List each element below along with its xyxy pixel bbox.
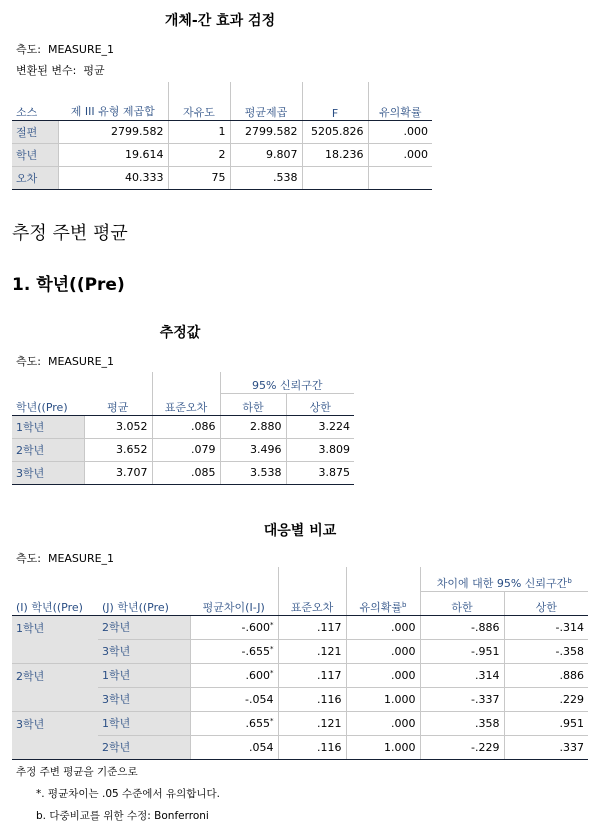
- cell-se: .079: [152, 438, 220, 461]
- row-label: 학년: [12, 143, 58, 166]
- cell-lower: -.337: [420, 687, 504, 711]
- transformed-label: 변환된 변수:: [16, 64, 77, 77]
- table-row: [12, 687, 588, 711]
- row-label: 2학년: [12, 438, 84, 461]
- table-row: [12, 415, 354, 438]
- cell-lower: .314: [420, 663, 504, 687]
- cell-diff: .655*: [190, 711, 278, 735]
- row-label-i: 3학년: [12, 711, 98, 759]
- cell-f: 5205.826: [302, 120, 368, 143]
- footnote-mark: b: [402, 600, 407, 609]
- table-row: [12, 711, 588, 735]
- cell-ss: 40.333: [58, 166, 168, 189]
- measure-label: 측도:: [16, 552, 41, 565]
- cell-se: .086: [152, 415, 220, 438]
- table-row: [12, 143, 432, 166]
- col-i: (I) 학년((Pre): [12, 591, 98, 615]
- t1-transformed: [16, 62, 105, 78]
- cell-se: .116: [278, 687, 346, 711]
- table-row: [12, 438, 354, 461]
- row-label-j: 3학년: [98, 687, 190, 711]
- cell-diff: .600*: [190, 663, 278, 687]
- row-label: 오차: [12, 166, 58, 189]
- measure-label: 측도:: [16, 43, 41, 56]
- cell-ss: 19.614: [58, 143, 168, 166]
- cell-sig: .000: [346, 639, 420, 663]
- row-label-j: 1학년: [98, 663, 190, 687]
- t1-title: 개체-간 효과 검정: [164, 13, 276, 29]
- cell-lower: -.886: [420, 615, 504, 639]
- row-label: 3학년: [12, 461, 84, 484]
- t2-measure: [16, 353, 114, 369]
- cell-upper: -.358: [504, 639, 588, 663]
- cell-upper: -.314: [504, 615, 588, 639]
- cell-lower: .358: [420, 711, 504, 735]
- table-row: [12, 735, 588, 759]
- table-row: [12, 120, 432, 143]
- cell-sig: .000: [346, 663, 420, 687]
- col-upper: 상한: [286, 393, 354, 415]
- cell-ms: 2799.582: [230, 120, 302, 143]
- col-ss: 제 III 유형 제곱합: [58, 82, 168, 120]
- row-label-j: 1학년: [98, 711, 190, 735]
- cell-se: .116: [278, 735, 346, 759]
- col-j: (J) 학년((Pre): [98, 591, 190, 615]
- row-label: 절편: [12, 120, 58, 143]
- t2-table: [12, 372, 354, 485]
- cell-upper: 3.224: [286, 415, 354, 438]
- row-label-j: 2학년: [98, 735, 190, 759]
- cell-se: .085: [152, 461, 220, 484]
- row-label-i: 1학년: [12, 615, 98, 663]
- footnote-bonferroni: b. 다중비교를 위한 수정: Bonferroni: [36, 810, 209, 822]
- table-row: [12, 663, 588, 687]
- cell-f: [302, 166, 368, 189]
- col-source: 소스: [12, 82, 58, 120]
- section-title: 추정 주변 평균: [12, 223, 128, 244]
- row-label-i: 2학년: [12, 663, 98, 711]
- table-row: [12, 461, 354, 484]
- t2-title: 추정값: [159, 325, 201, 341]
- row-label-j: 3학년: [98, 639, 190, 663]
- cell-ms: .538: [230, 166, 302, 189]
- col-f: F: [302, 82, 368, 120]
- col-upper: 상한: [504, 591, 588, 615]
- t1-table: [12, 82, 432, 190]
- cell-se: .121: [278, 711, 346, 735]
- t3-table: [12, 567, 588, 760]
- cell-mean: 3.707: [84, 461, 152, 484]
- cell-lower: 3.496: [220, 438, 286, 461]
- col-sig: 유의확률$^b$: [346, 591, 420, 615]
- cell-mean: 3.052: [84, 415, 152, 438]
- cell-lower: 2.880: [220, 415, 286, 438]
- col-ms: 평균제곱: [230, 82, 302, 120]
- cell-f: 18.236: [302, 143, 368, 166]
- cell-df: 75: [168, 166, 230, 189]
- col-diff: 평균차이(I-J): [190, 591, 278, 615]
- cell-mean: 3.652: [84, 438, 152, 461]
- cell-se: .121: [278, 639, 346, 663]
- cell-df: 2: [168, 143, 230, 166]
- measure-value: MEASURE_1: [47, 552, 115, 565]
- cell-upper: 3.875: [286, 461, 354, 484]
- col-df: 자유도: [168, 82, 230, 120]
- table-row: [12, 639, 588, 663]
- cell-se: .117: [278, 663, 346, 687]
- col-mean: 평균: [84, 393, 152, 415]
- measure-label: 측도:: [16, 355, 41, 368]
- measure-value: MEASURE_1: [47, 43, 115, 56]
- footnote-mark: b: [567, 576, 572, 585]
- t1-measure: [16, 41, 114, 57]
- col-ci: 차이에 대한 95% 신뢰구간$^b$: [420, 567, 588, 591]
- cell-diff: -.600*: [190, 615, 278, 639]
- col-group: 학년((Pre): [12, 393, 84, 415]
- footnote-basis: 추정 주변 평균을 기준으로: [16, 766, 138, 778]
- cell-upper: 3.809: [286, 438, 354, 461]
- cell-lower: 3.538: [220, 461, 286, 484]
- measure-value: MEASURE_1: [47, 355, 115, 368]
- col-sig: 유의확률: [368, 82, 432, 120]
- cell-sig: .000: [346, 615, 420, 639]
- cell-sig: .000: [368, 120, 432, 143]
- col-se: 표준오차: [152, 393, 220, 415]
- footnote-significance: *. 평균차이는 .05 수준에서 유의합니다.: [36, 788, 220, 800]
- t3-measure: [16, 550, 114, 566]
- cell-lower: -.229: [420, 735, 504, 759]
- col-ci: 95% 신뢰구간: [220, 372, 354, 393]
- cell-upper: .337: [504, 735, 588, 759]
- cell-upper: .229: [504, 687, 588, 711]
- cell-sig: 1.000: [346, 687, 420, 711]
- cell-ms: 9.807: [230, 143, 302, 166]
- subsection-title: 1. 학년((Pre): [12, 275, 125, 295]
- cell-upper: .951: [504, 711, 588, 735]
- cell-sig: .000: [346, 711, 420, 735]
- cell-diff: -.655*: [190, 639, 278, 663]
- cell-ss: 2799.582: [58, 120, 168, 143]
- col-lower: 하한: [220, 393, 286, 415]
- transformed-value: 평균: [83, 64, 105, 77]
- cell-lower: -.951: [420, 639, 504, 663]
- cell-sig: .000: [368, 143, 432, 166]
- table-row: [12, 166, 432, 189]
- cell-df: 1: [168, 120, 230, 143]
- cell-sig: 1.000: [346, 735, 420, 759]
- table-row: [12, 615, 588, 639]
- col-se: 표준오차: [278, 591, 346, 615]
- cell-sig: [368, 166, 432, 189]
- cell-upper: .886: [504, 663, 588, 687]
- t3-title: 대응별 비교: [263, 523, 337, 539]
- cell-diff: -.054: [190, 687, 278, 711]
- cell-se: .117: [278, 615, 346, 639]
- cell-diff: .054: [190, 735, 278, 759]
- row-label-j: 2학년: [98, 615, 190, 639]
- col-lower: 하한: [420, 591, 504, 615]
- row-label: 1학년: [12, 415, 84, 438]
